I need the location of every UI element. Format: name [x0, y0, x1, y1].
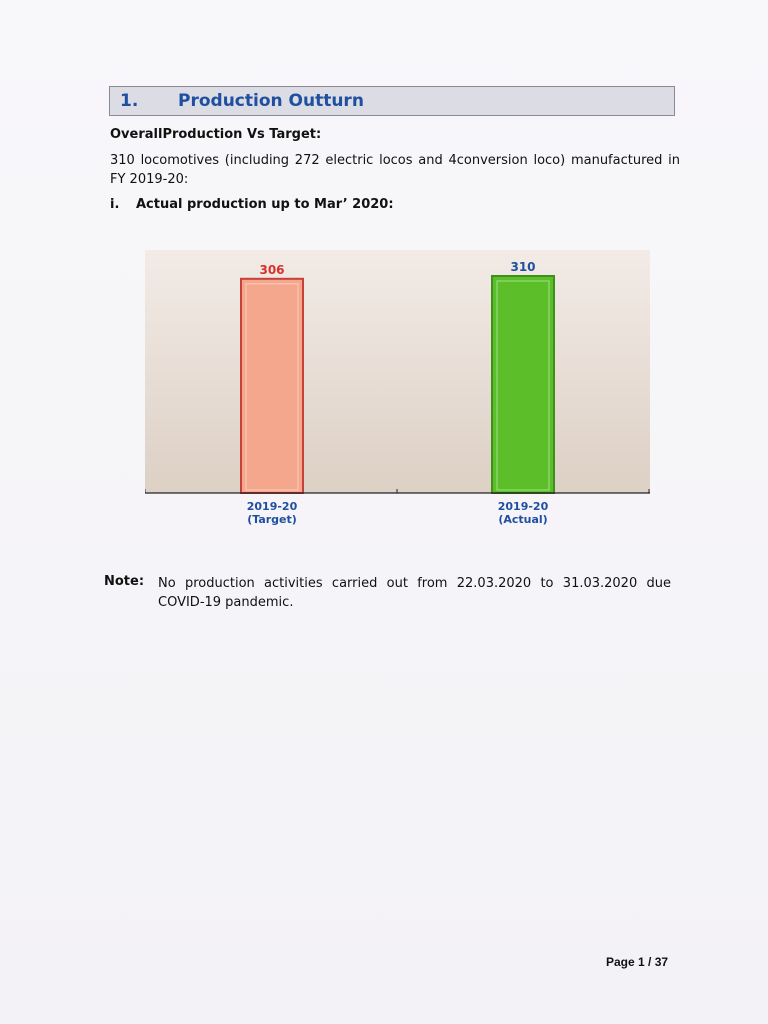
subheading: OverallProduction Vs Target:: [110, 127, 322, 142]
section-number: 1.: [120, 91, 139, 111]
production-bar-chart: [145, 250, 650, 494]
x-tick-label-line: (Actual): [498, 513, 548, 526]
note-text: No production activities carried out from 22.03.2020 to 31.03.2020 due COVID-19 pandemic.: [158, 576, 671, 610]
data-label-1: 310: [510, 260, 536, 274]
intro-paragraph: 310 locomotives (including 272 electric locos and 4conversion loco) manufactured in FY 2019-20:: [110, 153, 680, 187]
plot-background: [145, 250, 650, 493]
section-title: Production Outturn: [178, 91, 364, 111]
x-tick-label-1: [478, 500, 568, 526]
list-item: [110, 197, 394, 212]
section-header: [109, 86, 675, 116]
data-label-0: 306: [259, 262, 285, 277]
bar-1: [492, 276, 554, 493]
list-item-text: Actual production up to Mar’ 2020:: [136, 197, 394, 212]
page-number: Page 1 / 37: [606, 955, 669, 969]
x-tick-label-line: 2019-20: [246, 500, 298, 513]
note-label: Note:: [104, 574, 145, 589]
x-tick-label-line: 2019-20: [497, 500, 549, 513]
x-tick-label-0: [227, 500, 317, 526]
list-item-marker: i.: [110, 197, 120, 212]
bar-0: [241, 279, 303, 493]
x-tick-label-line: (Target): [247, 513, 297, 526]
